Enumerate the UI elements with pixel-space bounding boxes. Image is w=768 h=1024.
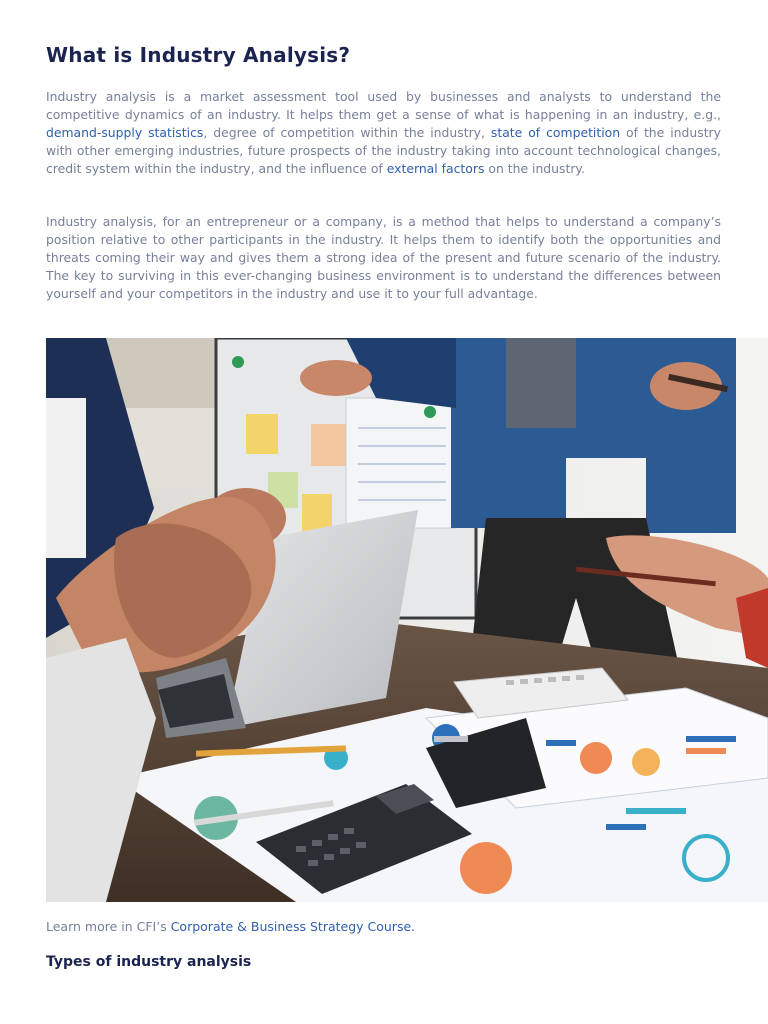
state-of-competition-link[interactable]: state of competition <box>490 124 621 140</box>
business-meeting-photo <box>46 338 768 902</box>
paragraph-text: on the industry. <box>484 160 585 176</box>
learn-more-prefix: Learn more in CFI’s <box>46 919 171 934</box>
paragraph-text: Industry analysis is a market assessment tool used by businesses and analysts to understand the competitive dynamics of an industry. It helps them get a sense of what is happening in an industry, e.g., <box>46 89 721 122</box>
paragraph-text: of the industry with other emerging industries, future prospects of the industry taking into account technological changes, credit system within the industry, and the influence of <box>46 124 721 176</box>
strategy-course-link[interactable]: Corporate & Business Strategy Course. <box>170 919 416 934</box>
paragraph-text: , degree of competition within the industry, <box>203 124 491 140</box>
page-title: What is Industry Analysis? <box>46 43 351 67</box>
second-paragraph: Industry analysis, for an entrepreneur or a company, is a method that helps to understand a company’s position relative to other participants in the industry. It helps them to identify both the opportunities and threats coming their way and gives them a strong idea of the present and future scenario of the industry. The key to surviving in this ever-changing business environment is to understand the differences between yourself and your competitors in the industry and use it to your full advantage. <box>46 214 721 301</box>
demand-supply-link[interactable]: demand-supply statistics <box>46 124 204 140</box>
intro-paragraph <box>46 88 721 178</box>
external-factors-link[interactable]: external factors <box>386 160 485 176</box>
section-subheading: Types of industry analysis <box>46 954 252 970</box>
learn-more-line <box>46 919 415 934</box>
